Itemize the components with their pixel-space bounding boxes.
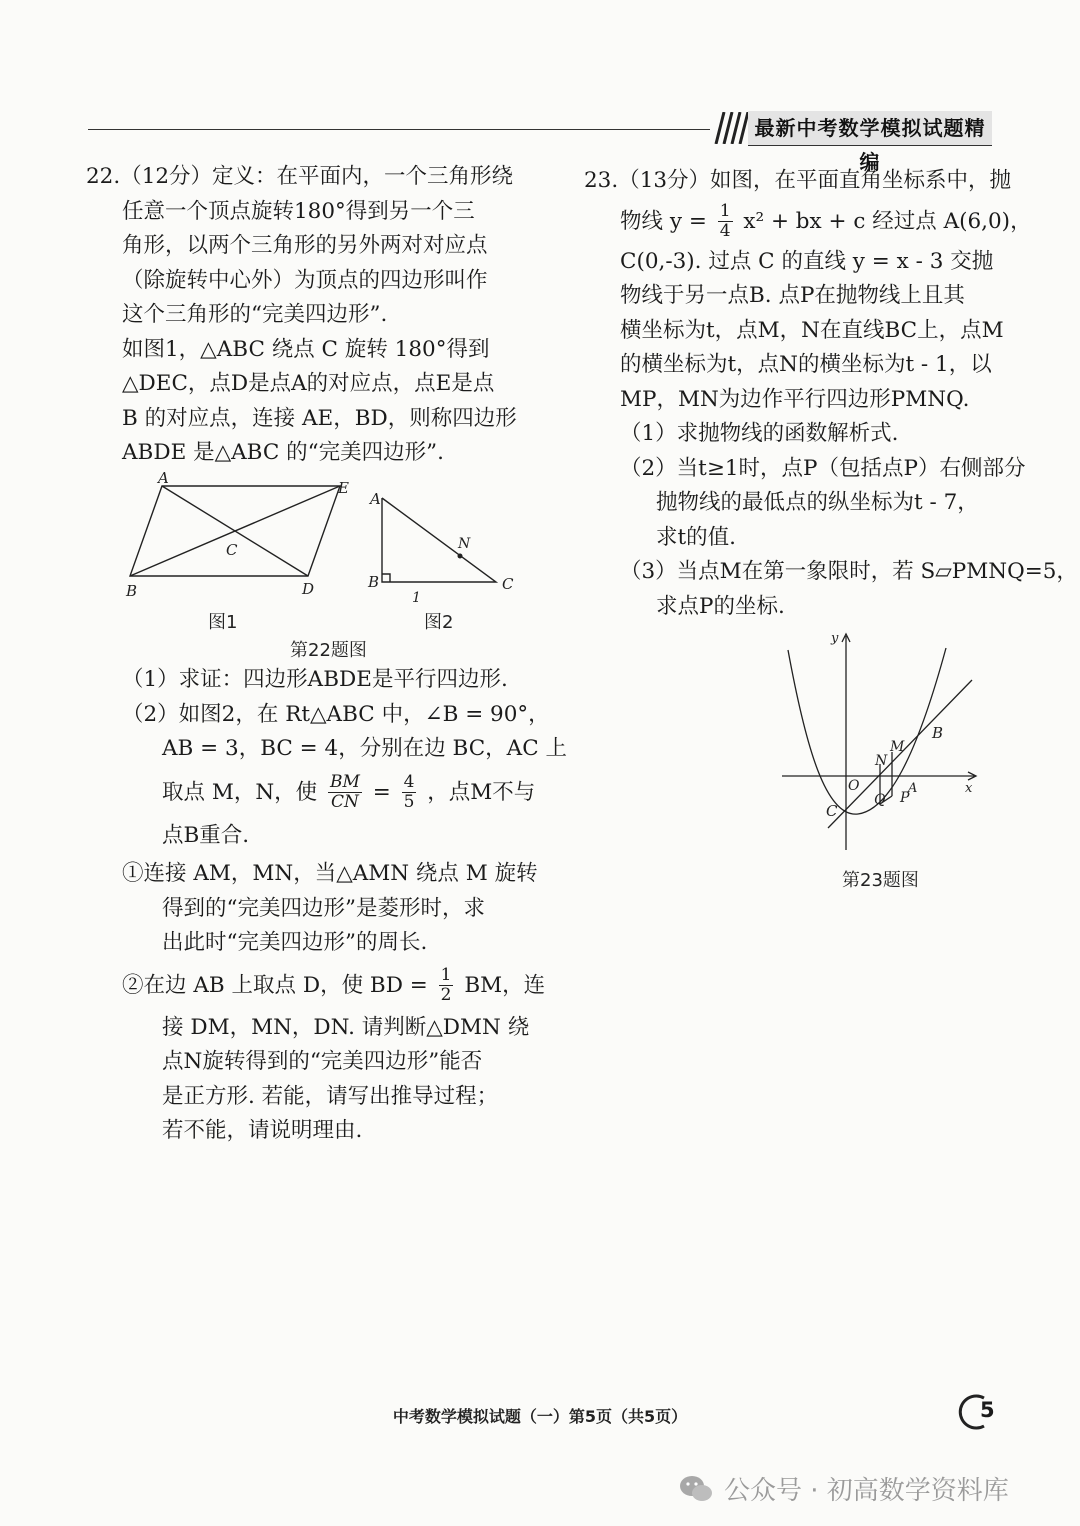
q23-line: C(0,-3). 过点 C 的直线 y = x - 3 交抛 xyxy=(620,248,994,274)
fig23-label-N: N xyxy=(875,753,888,769)
fig1-label-D: D xyxy=(302,580,315,598)
q22-sub-2-line: 接 DM，MN，DN. 请判断△DMN 绕 xyxy=(162,1014,530,1040)
header-title: 最新中考数学模拟试题精编 xyxy=(748,111,992,146)
fig23-label-A: A xyxy=(908,781,918,796)
q22-part-2-end: 点B重合. xyxy=(162,822,250,848)
fraction-1-2 xyxy=(439,966,454,1005)
question-22 xyxy=(86,160,517,471)
fig23-label-M: M xyxy=(890,739,905,755)
page-footer: 中考数学模拟试题（一）第5页（共5页） xyxy=(392,1407,688,1426)
q22-sub-2-fraction-line xyxy=(122,961,567,1011)
fig2-label-B: B xyxy=(368,573,380,591)
frac-den: 4 xyxy=(719,221,731,241)
q23-part-2-line: （2）当t≥1时，点P（包括点P）右侧部分 xyxy=(620,455,1026,481)
q22-example-line: B 的对应点，连接 AE，BD，则称四边形 xyxy=(122,405,517,431)
q23-parabola-line xyxy=(584,199,1078,245)
q22-take-points: 取点 M，N，使 xyxy=(162,779,318,805)
q23-figure xyxy=(776,628,986,858)
frac-den: 5 xyxy=(403,792,415,812)
fig2-label-C: C xyxy=(502,575,514,593)
q22-sub-2-line: 点N旋转得到的“完美四边形”能否 xyxy=(162,1049,483,1074)
fig23-label-B: B xyxy=(932,724,944,742)
q22-example-line: ABDE 是△ABC 的“完美四边形”. xyxy=(122,440,444,465)
fig1-label-A: A xyxy=(158,470,169,487)
fig23-label-y: y xyxy=(831,631,839,646)
fig23-label-P: P xyxy=(900,790,910,806)
q22-part-2-fraction-line xyxy=(122,767,567,819)
fig1-label-B: B xyxy=(126,582,138,600)
fig23-label-O: O xyxy=(848,778,860,794)
fig2-point-N-mark xyxy=(458,554,463,559)
frac-num: 1 xyxy=(719,201,731,221)
q23-line: 物线于另一点B. 点P在抛物线上且其 xyxy=(620,283,965,308)
q23-figure-caption: 第23题图 xyxy=(842,870,919,891)
q23-head: 23.（13分）如图，在平面直角坐标系中，抛 xyxy=(584,168,1012,193)
q22-figure-1 xyxy=(118,470,358,600)
header-rule xyxy=(88,129,710,130)
fraction-4-5 xyxy=(402,773,417,812)
frac-num: BM xyxy=(330,772,360,792)
fig1-caption: 图1 xyxy=(208,612,238,633)
fig1-label-C: C xyxy=(226,541,238,559)
q23-line: MP，MN为边作平行四边形PMNQ. xyxy=(620,386,970,412)
watermark-text: 公众号 · 初高数学资料库 xyxy=(724,1476,1009,1506)
q23-part-1: （1）求抛物线的函数解析式. xyxy=(620,421,899,446)
frac-den: 2 xyxy=(440,985,452,1005)
q23-part-3-line: 求点P的坐标. xyxy=(656,593,785,619)
q22-head: 22.（12分）定义：在平面内，一个三角形绕 xyxy=(86,164,514,189)
q22-part-2-line: AB = 3，BC = 4，分别在边 BC，AC 上 xyxy=(162,736,567,761)
q22-figure-2 xyxy=(364,486,524,606)
q22-figure-caption: 第22题图 xyxy=(290,640,367,661)
fig2-label-A: A xyxy=(370,490,381,508)
q22-sub-2-post: BM，连 xyxy=(464,972,546,998)
q23-line: 横坐标为t，点M，N在直线BC上，点M xyxy=(620,317,1004,343)
fig23-label-x: x xyxy=(965,781,973,796)
q22-example-line: △DEC，点D是点A的对应点，点E是点 xyxy=(122,371,495,396)
q23-part-2-line: 求t的值. xyxy=(656,524,736,550)
fig23-label-Q: Q xyxy=(874,792,886,808)
fig2-label-N: N xyxy=(458,536,471,552)
frac-num: 1 xyxy=(440,965,452,985)
q22-sub-1-line: 出此时“完美四边形”的周长. xyxy=(162,930,428,955)
q22-after-fraction: ，点M不与 xyxy=(427,779,536,805)
fig2-label-M: 1 xyxy=(412,590,421,606)
q22-sub-1-line: 得到的“完美四边形”是菱形时，求 xyxy=(162,895,485,921)
q22-def-line: 这个三角形的“完美四边形”. xyxy=(122,302,388,327)
q22-part-1: （1）求证：四边形ABDE是平行四边形. xyxy=(122,667,508,692)
q23-line: 的横坐标为t，点N的横坐标为t - 1，以 xyxy=(620,352,992,377)
equals-sign: = xyxy=(372,779,391,805)
fig1-label-E: E xyxy=(338,479,349,497)
page-number: 5 xyxy=(980,1398,995,1422)
q22-example-line: 如图1，△ABC 绕点 C 旋转 180°得到 xyxy=(122,336,490,362)
fig23-label-C: C xyxy=(826,802,838,820)
fraction-1-4 xyxy=(718,202,733,241)
q22-def-line: 角形，以两个三角形的另外两对对应点 xyxy=(122,233,488,258)
q23-line2-pre: 物线 y = xyxy=(620,208,707,234)
q22-def-line: （除旋转中心外）为顶点的四边形叫作 xyxy=(122,267,488,293)
fig2-caption: 图2 xyxy=(424,612,454,633)
q22-part-2-line: （2）如图2，在 Rt△ABC 中，∠B = 90°， xyxy=(122,701,550,727)
q22-def-line: 任意一个顶点旋转180°得到另一个三 xyxy=(122,198,475,224)
fraction-bm-cn xyxy=(328,773,362,812)
header-stripes-decoration xyxy=(704,112,752,144)
question-23 xyxy=(584,164,1078,624)
frac-den: CN xyxy=(331,792,359,812)
wechat-icon xyxy=(678,1474,714,1504)
q22-sub-2-line: 是正方形. 若能，请写出推导过程； xyxy=(162,1083,499,1109)
q22-sub-2-pre: ②在边 AB 上取点 D，使 BD = xyxy=(122,972,428,998)
q23-part-3-line: （3）当点M在第一象限时，若 S▱PMNQ=5， xyxy=(620,559,1078,584)
q22-sub-2-line: 若不能，请说明理由. xyxy=(162,1118,363,1143)
q22-sub-1-line: ①连接 AM，MN，当△AMN 绕点 M 旋转 xyxy=(122,861,538,886)
q23-part-2-line: 抛物线的最低点的纵坐标为t - 7， xyxy=(656,490,979,515)
frac-num: 4 xyxy=(403,772,415,792)
q23-line2-post: x² + bx + c 经过点 A(6,0)， xyxy=(743,208,1032,234)
q22-parts xyxy=(122,663,567,1149)
